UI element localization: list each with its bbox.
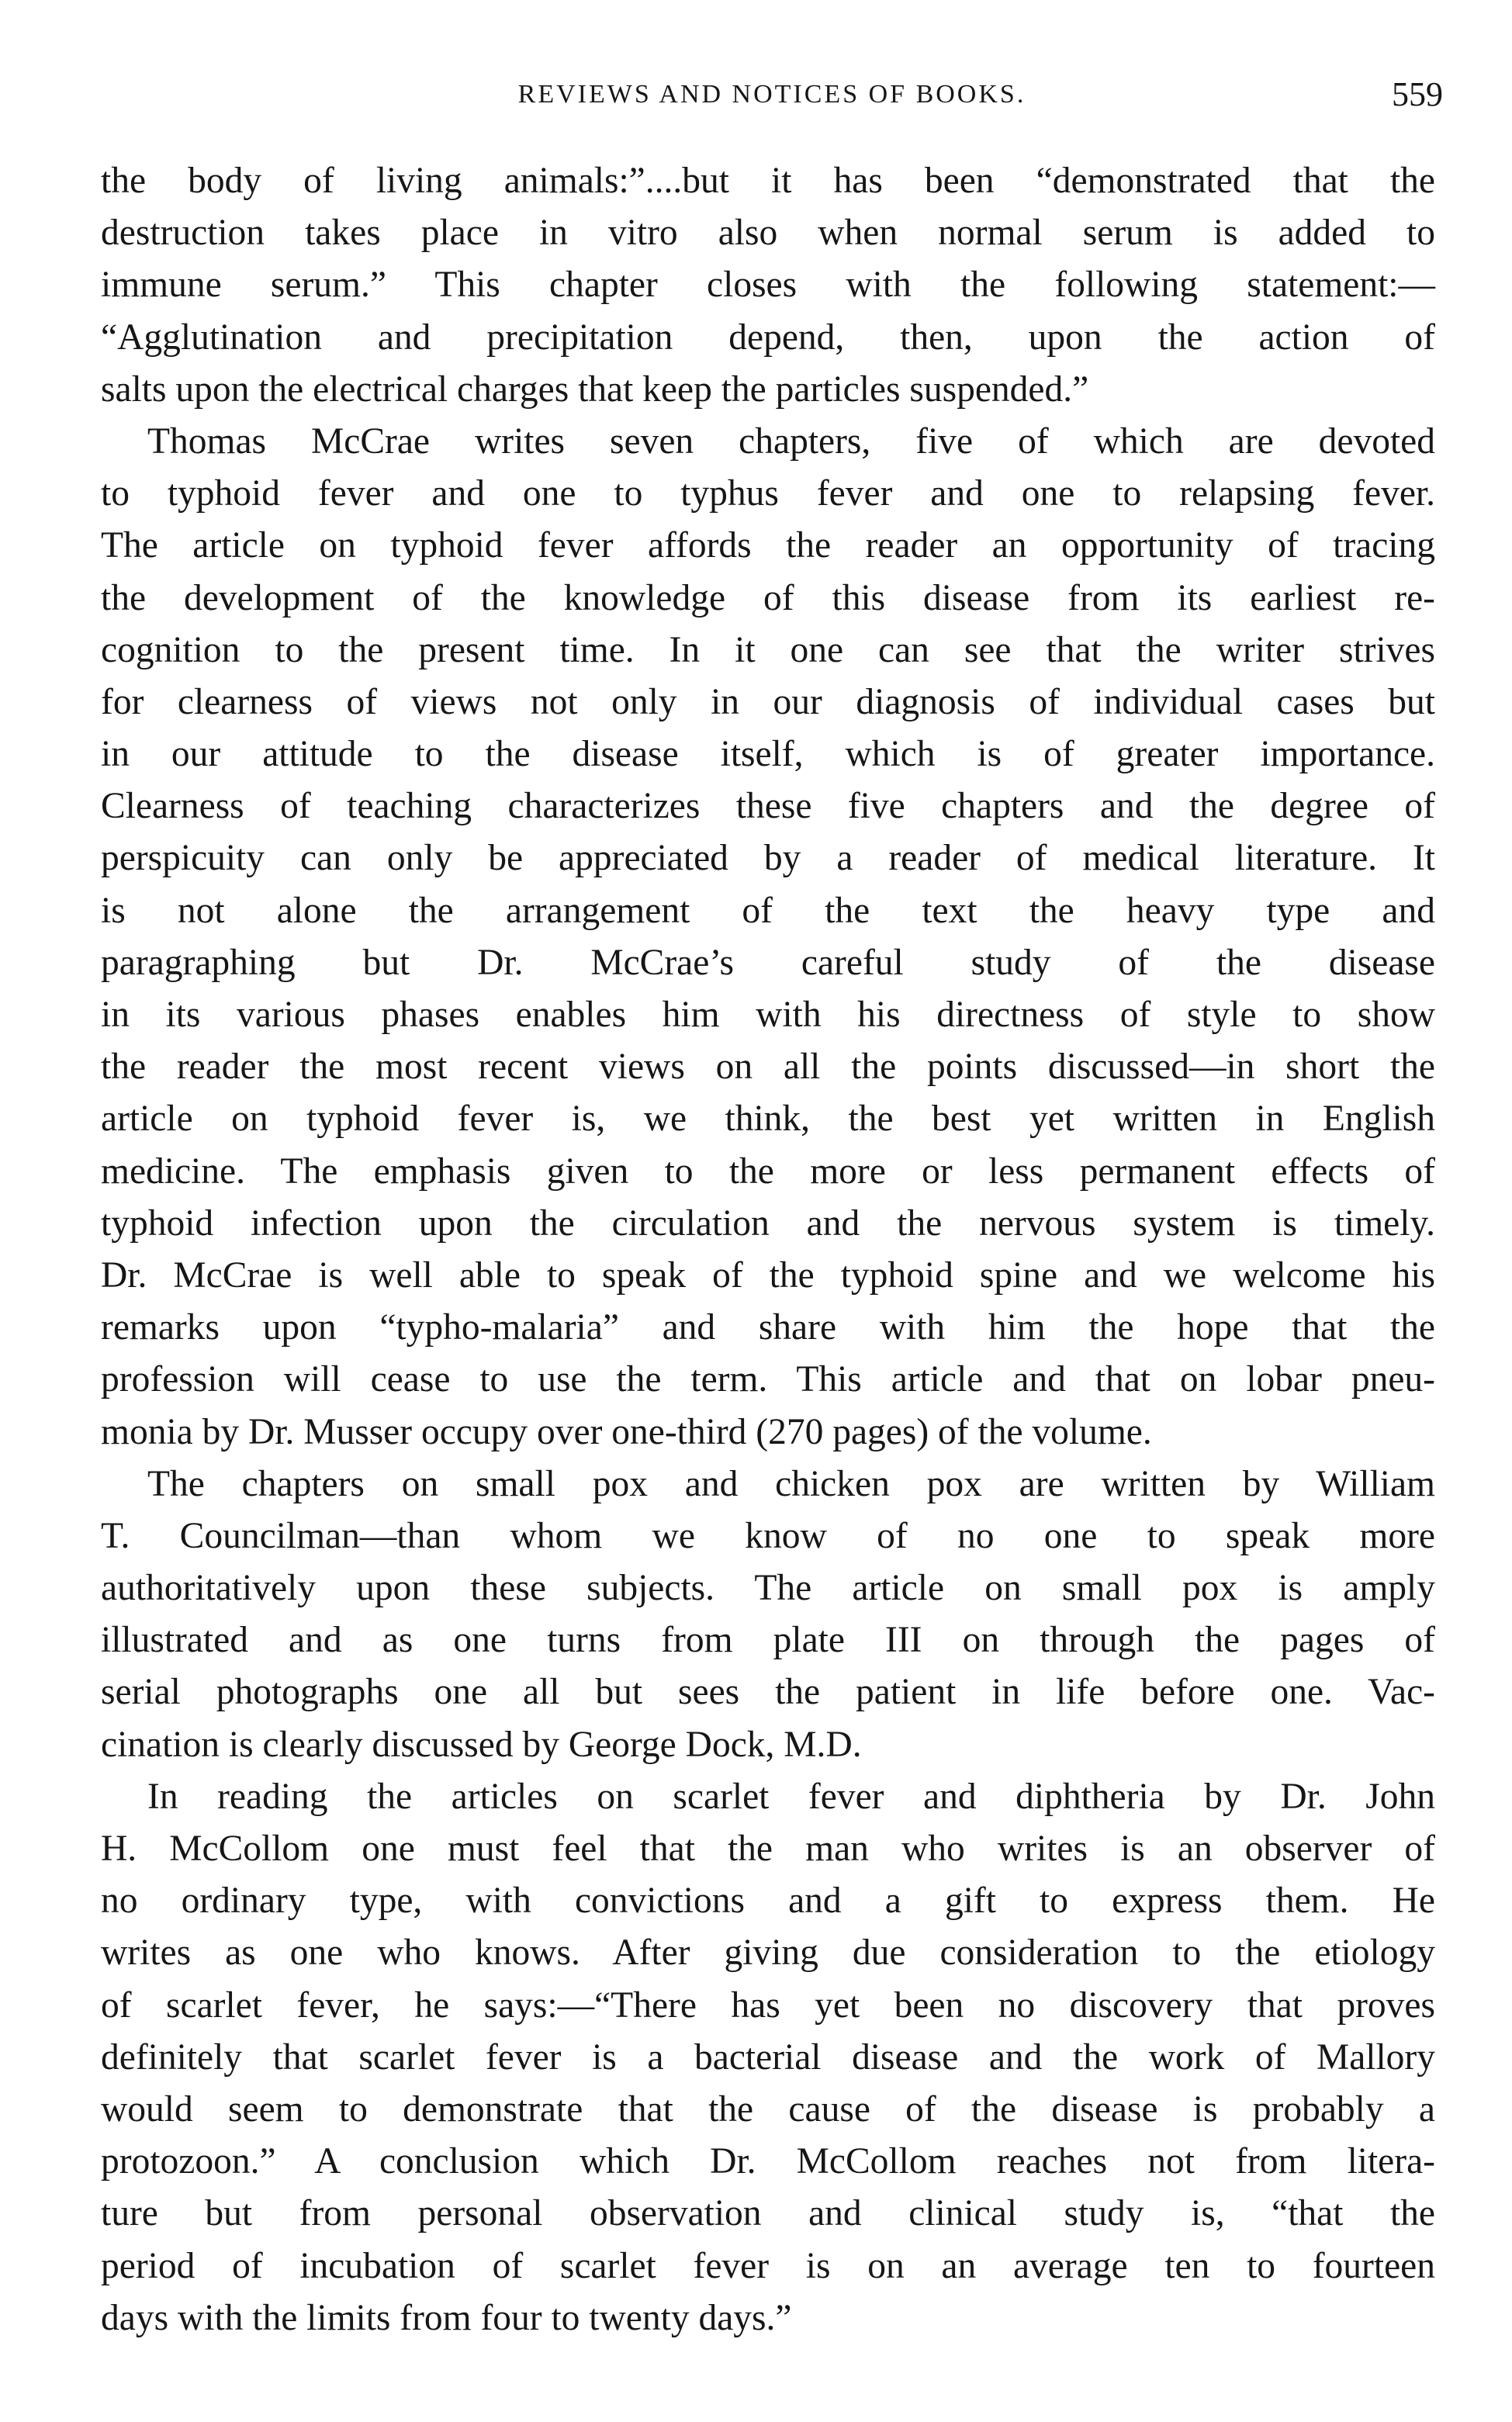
text-line: definitely that scarlet fever is a bacterial disease and the work of Mallory bbox=[101, 2036, 1435, 2078]
text-line: for clearness of views not only in our diagnosis of individual cases but bbox=[101, 681, 1435, 722]
text-line: cination is clearly discussed by George Dock, M.D. bbox=[101, 1724, 862, 1765]
text-line: is not alone the arrangement of the text the heavy type and bbox=[101, 890, 1435, 931]
text-line: the reader the most recent views on all the points discussed—in short the bbox=[101, 1047, 1435, 1088]
text-line: period of incubation of scarlet fever is on an average ten to fourteen bbox=[101, 2245, 1435, 2286]
text-line: Clearness of teaching characterizes these five chapters and the degree of bbox=[101, 786, 1435, 827]
text-line: in our attitude to the disease itself, which is of greater importance. bbox=[101, 734, 1435, 775]
text-line: cognition to the present time. In it one can see that the writer strives bbox=[101, 629, 1435, 670]
text-line: would seem to demonstrate that the cause of the disease is probably a bbox=[101, 2088, 1435, 2130]
text-line: in its various phases enables him with his directness of style to show bbox=[101, 995, 1435, 1035]
text-line: ture but from personal observation and clinical study is, “that the bbox=[101, 2193, 1435, 2234]
text-line: The chapters on small pox and chicken pox are written by William bbox=[147, 1463, 1435, 1504]
text-line: The article on typhoid fever affords the reader an opportunity of tracing bbox=[101, 525, 1435, 566]
text-line: illustrated and as one turns from plate III on through the pages of bbox=[101, 1620, 1435, 1661]
text-line: of scarlet fever, he says:—“There has yet been no discovery that proves bbox=[101, 1984, 1435, 2026]
text-line: monia by Dr. Musser occupy over one-third (270 pages) of the volume. bbox=[101, 1411, 1152, 1452]
text-line: article on typhoid fever is, we think, the best yet written in English bbox=[101, 1099, 1435, 1140]
text-line: the body of living animals:”....but it has been “demonstrated that the bbox=[101, 161, 1435, 201]
text-line: Thomas McCrae writes seven chapters, five of which are devoted bbox=[147, 420, 1435, 462]
text-line: medicine. The emphasis given to the more or less permanent effects of bbox=[101, 1150, 1435, 1192]
text-line: destruction takes place in vitro also when normal serum is added to bbox=[101, 213, 1435, 254]
text-line: the development of the knowledge of this disease from its earliest re- bbox=[101, 577, 1435, 618]
text-line: H. McCollom one must feel that the man who writes is an observer of bbox=[101, 1829, 1435, 1869]
text-line: Dr. McCrae is well able to speak of the typhoid spine and we welcome his bbox=[101, 1254, 1435, 1296]
text-line: days with the limits from four to twenty days.” bbox=[101, 2297, 792, 2338]
page-header bbox=[101, 71, 1443, 118]
text-line: authoritatively upon these subjects. The article on small pox is amply bbox=[101, 1568, 1435, 1609]
text-line: T. Councilman—than whom we know of no one to speak more bbox=[101, 1515, 1435, 1556]
text-line: serial photographs one all but sees the patient in life before one. Vac- bbox=[101, 1672, 1435, 1713]
page-number: 559 bbox=[1392, 75, 1443, 113]
text-line: protozoon.” A conclusion which Dr. McCollom reaches not from litera- bbox=[101, 2141, 1435, 2182]
text-line: “Agglutination and precipitation depend, then, upon the action of bbox=[101, 317, 1435, 358]
text-line: immune serum.” This chapter closes with the following statement:— bbox=[101, 265, 1435, 306]
text-line: paragraphing but Dr. McCrae’s careful study of the disease bbox=[101, 942, 1435, 983]
text-line: typhoid infection upon the circulation and the nervous system is timely. bbox=[101, 1202, 1435, 1244]
text-line: no ordinary type, with convictions and a gift to express them. He bbox=[101, 1881, 1435, 1922]
body-text bbox=[101, 155, 1435, 2344]
text-line: salts upon the electrical charges that keep the particles suspended.” bbox=[101, 368, 1089, 410]
text-line: to typhoid fever and one to typhus fever and one to relapsing fever. bbox=[101, 473, 1435, 514]
text-line: perspicuity can only be appreciated by a reader of medical literature. It bbox=[101, 838, 1435, 879]
text-line: writes as one who knows. After giving due consideration to the etiology bbox=[101, 1932, 1435, 1974]
running-head: REVIEWS AND NOTICES OF BOOKS. bbox=[517, 80, 1026, 109]
text-line: profession will cease to use the term. This article and that on lobar pneu- bbox=[101, 1359, 1435, 1400]
text-line: remarks upon “typho-malaria” and share with him the hope that the bbox=[101, 1307, 1435, 1348]
text-line: In reading the articles on scarlet fever and diphtheria by Dr. John bbox=[147, 1776, 1435, 1817]
